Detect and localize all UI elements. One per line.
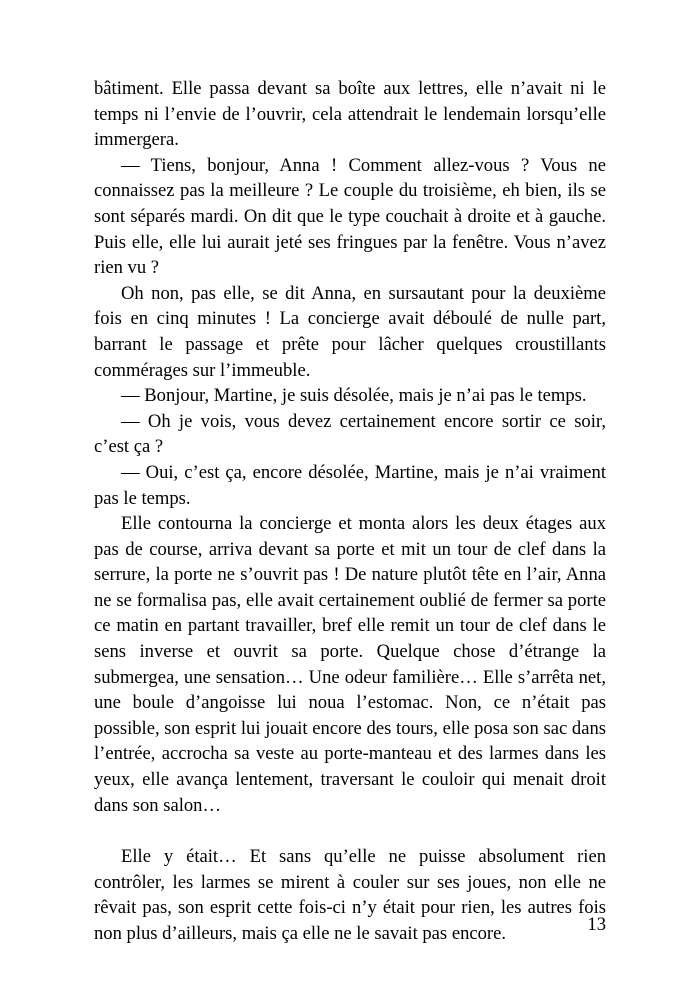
page-number: 13 xyxy=(587,914,606,935)
dialogue-concierge-question: — Oh je vois, vous devez certainement encore sortir ce soir, c’est ça ? xyxy=(94,410,606,458)
dialogue-anna-reply: — Bonjour, Martine, je suis désolée, mais je n’ai pas le temps. xyxy=(121,385,587,407)
section-gap xyxy=(94,818,606,844)
paragraph-anna-reaction: Oh non, pas elle, se dit Anna, en sursautant pour la deuxième fois en cinq minutes ! La concierge avait déboulé de nulle part, barrant le passage et prête pour lâcher quelques croustillants commérages sur l’immeuble. xyxy=(94,282,606,381)
body-text xyxy=(94,76,606,947)
dialogue-anna-answer: — Oui, c’est ça, encore désolée, Martine, mais je n’ai vraiment pas le temps. xyxy=(94,461,606,509)
paragraph-continuation: bâtiment. Elle passa devant sa boîte aux lettres, elle n’avait ni le temps ni l’envie de l’ouvrir, cela attendrait le lendemain lorsqu’elle immergera. xyxy=(94,78,606,151)
dialogue-concierge-greeting: — Tiens, bonjour, Anna ! Comment allez-vous ? Vous ne connaissez pas la meilleure ? Le couple du troisième, eh bien, ils se sont séparés mardi. On dit que le type couchait à droite et à gauche. Puis elle, elle lui aurait jeté ses fringues par la fenêtre. Vous n’avez rien vu ? xyxy=(94,154,606,279)
paragraph-apartment-door: Elle contourna la concierge et monta alors les deux étages aux pas de course, arriva devant sa porte et mit un tour de clef dans la serrure, la porte ne s’ouvrit pas ! De nature plutôt tête en l’air, Anna ne se formalisa pas, elle avait certainement oublié de fermer sa porte ce matin en partant travailler, bref elle remit un tour de clef dans le sens inverse et ouvrit sa porte. Quelque chose d’étrange la submergea, une sensation… Une odeur familière… Elle s’arrêta net, une boule d’angoisse lui noua l’estomac. Non, ce n’était pas possible, son esprit lui jouait encore des tours, elle posa son sac dans l’entrée, accrocha sa veste au porte-manteau et des larmes dans les yeux, elle avança lentement, traversant le couloir qui menait droit dans son salon… xyxy=(94,513,606,816)
paragraph-salon: Elle y était… Et sans qu’elle ne puisse absolument rien contrôler, les larmes se mirent à couler sur ses joues, non elle ne rêvait pas, son esprit cette fois-ci n’y était pour rien, les autres fois non plus d’ailleurs, mais ça elle ne le savait pas encore. xyxy=(94,846,606,944)
